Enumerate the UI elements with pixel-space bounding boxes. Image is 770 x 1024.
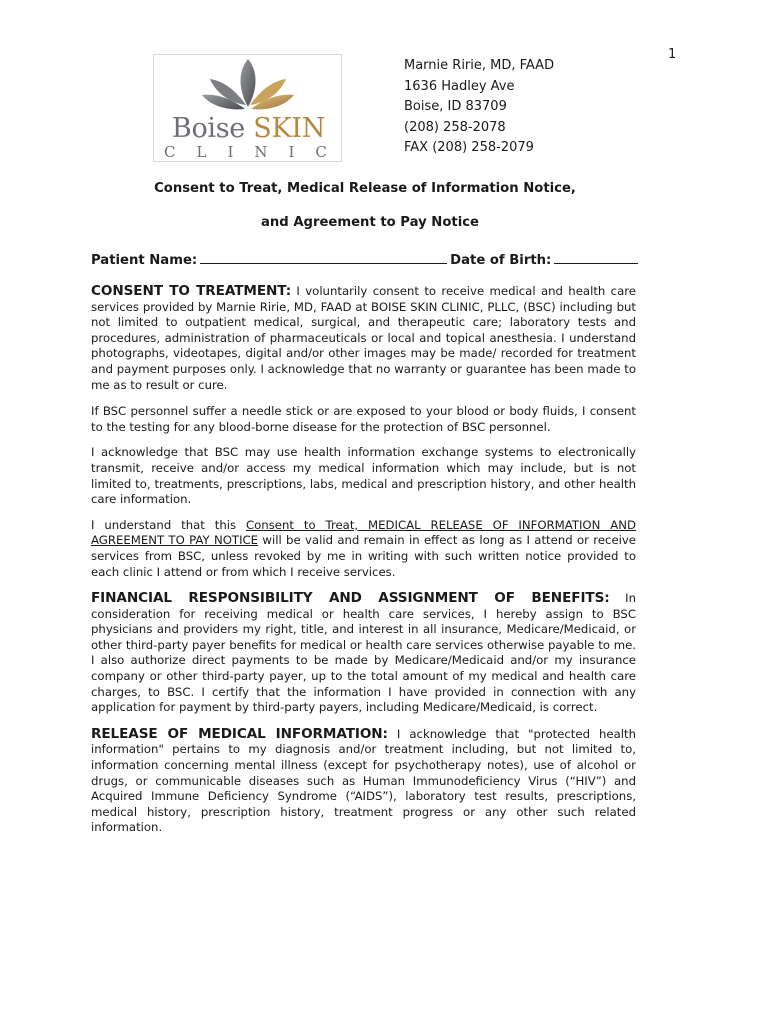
page-number: 1 [668, 47, 677, 62]
consent-text: I voluntarily consent to receive medical and health care services provided by Marnie Ririe, MD, FAAD at BOISE SKIN CLINIC, PLLC, (BSC) including but not limited to outpatient medical, surgical, and therapeutic care; laboratory tests and procedures, administration of pharmaceuticals or local and topical anesthesia. I understand photographs, videotapes, digital and/or other images may be made/ recorded for treatment and payment purposes only. I acknowledge that no warranty or guarantee has been made to me as to result or cure. [91, 284, 637, 392]
release-heading: RELEASE OF MEDICAL INFORMATION: [91, 725, 388, 742]
needle-paragraph: If BSC personnel suffer a needle stick or are exposed to your blood or body fluids, I consent to the testing for any blood-borne disease for the protection of BSC personnel. [91, 404, 636, 434]
release-paragraph [91, 727, 636, 836]
document-title-line-2: and Agreement to Pay Notice [261, 215, 479, 230]
clinic-address [404, 56, 554, 159]
address-line: (208) 258-2078 [404, 119, 506, 135]
patient-name-label: Patient Name: [91, 253, 198, 268]
address-line: 1636 Hadley Ave [404, 78, 515, 94]
address-line: Boise, ID 83709 [404, 99, 507, 114]
dob-label: Date of Birth: [450, 253, 552, 268]
patient-name-blank[interactable] [200, 251, 447, 264]
consent-heading: CONSENT TO TREATMENT: [91, 283, 292, 299]
financial-paragraph [91, 591, 636, 716]
patient-info-line [91, 251, 638, 268]
document-body [91, 284, 636, 846]
address-line: Marnie Ririe, MD, FAAD [404, 58, 555, 73]
logo-wordmark: Boise SKIN [171, 113, 326, 144]
consent-form-name: Consent to Treat, MEDICAL RELEASE OF INFORMATION AND AGREEMENT TO PAY NOTICE [91, 517, 637, 548]
financial-text: In consideration for receiving medical or health care services, I hereby assign to BSC physicians and providers my right, title, and interest in all insurance, Medicare/Medicaid, or other third-party payer benefits for medical or health care services otherwise payable to me. I also authorize direct payments to be made by Medicare/Medicaid and/or my insurance company or other third-party payer, up to the total amount of my medical and health care charges, to BSC. I certify that the information I have provided in connection with any application for payment by third-party payers, including Medicare/Medicaid, is correct. [91, 591, 636, 715]
dob-blank[interactable] [554, 251, 638, 264]
address-line: FAX (208) 258-2079 [404, 140, 534, 155]
hie-paragraph: I acknowledge that BSC may use health information exchange systems to electronically transmit, receive and/or access my medical information which may include, but is not limited to, treatments, prescriptions, labs, medical and prescription history, and other health care information. [91, 445, 636, 507]
release-text: I acknowledge that "protected health information" pertains to my diagnosis and/or treatment including, but not limited to, information concerning mental illness (except for psychotherapy notes), use of alcohol or drugs, or communicable diseases such as Human Immunodeficiency Virus (“HIV”) and Acquired Immune Deficiency Syndrome (“AIDS”), laboratory test results, prescriptions, medical history, prescription history, treatment progress or any other such related information. [91, 726, 636, 835]
clinic-logo [153, 54, 348, 162]
validity-paragraph: I understand that this Consent to Treat, MEDICAL RELEASE OF INFORMATION AND AGREEMENT TO PAY NOTICE will be valid and remain in effect as long as I attend or receive services from BSC, unless revoked by me in writing with such written notice provided to each clinic I attend or from which I receive services. [91, 517, 637, 579]
consent-paragraph [91, 284, 636, 393]
logo-clinic-text: CLINIC [164, 143, 348, 161]
document-title-line-1: Consent to Treat, Medical Release of Information Notice, [154, 181, 576, 196]
financial-heading: FINANCIAL RESPONSIBILITY AND ASSIGNMENT OF BENEFITS: [91, 590, 610, 607]
